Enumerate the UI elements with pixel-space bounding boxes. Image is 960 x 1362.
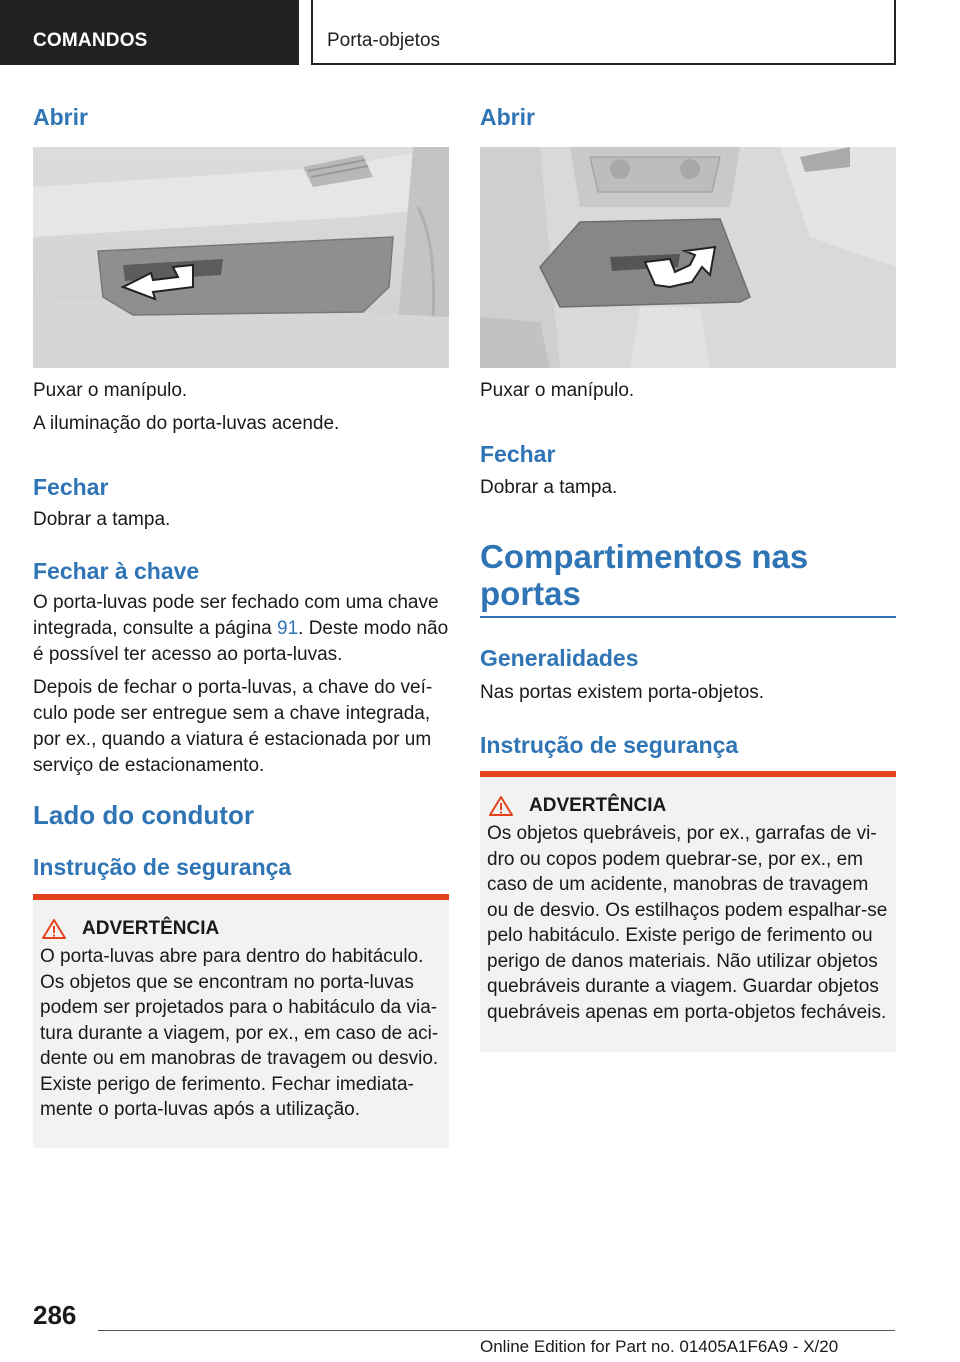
heading-open-left: Abrir (33, 104, 88, 130)
heading-close-right: Fechar (480, 441, 556, 467)
warning-box-right (480, 771, 896, 1052)
heading-open-right: Abrir (480, 104, 535, 130)
heading-divider (480, 616, 896, 618)
warning-triangle-icon (489, 796, 513, 816)
heading-lock: Fechar à chave (33, 558, 200, 584)
page-number: 286 (33, 1300, 77, 1330)
glovebox-photo-left (33, 147, 449, 368)
heading-close-left: Fechar (33, 474, 109, 500)
warning-text-right: Os objetos quebráveis, por ex., garrafas de vi-dro ou copos podem quebrar-se, por ex., em caso de um acidente, manobras de travagem ou de desvio. Os estilhaços podem espalhar-se pelo habitáculo. Existe perigo de ferimento ou perigo de danos materiais. Não utilizar objetos quebráveis durante a viagem. Guardar objetos quebráveis apenas em porta-objetos fecháveis. (487, 823, 888, 1023)
warning-text-left: O porta-luvas abre para dentro do habitáculo. Os objetos que se encontram no porta-luvas podem ser projetados para o habitáculo da via-tura durante a viagem, por ex., em caso de aci-dente ou em manobras de travagem ou desvio. Existe perigo de ferimento. Fechar imediata-mente o porta-luvas após a utilização. (40, 946, 439, 1120)
warning-title-right: ADVERTÊNCIA (489, 795, 888, 817)
heading-safety-left: Instrução de segurança (33, 854, 292, 880)
heading-door-compartments: Compartimentos nas portas (480, 538, 809, 612)
heading-driver-side: Lado do condutor (33, 800, 254, 830)
edition-footer: Online Edition for Part no. 01405A1F6A9 - X/20 (480, 1337, 839, 1356)
close-instruction-right: Dobrar a tampa. (480, 477, 618, 498)
section-title: COMANDOS (33, 30, 148, 51)
page-link-91[interactable]: 91 (277, 618, 299, 639)
header-section-tab (0, 0, 299, 65)
open-instruction-right: Puxar o manípulo. (480, 380, 635, 401)
lock-paragraph-2: Depois de fechar o porta-luvas, a chave do veí-culo pode ser entregue sem a chave integrada, por ex., quando a viatura é estacionada por um serviço de estacionamento. (33, 677, 433, 776)
general-paragraph: Nas portas existem porta-objetos. (480, 682, 765, 703)
warning-title-left: ADVERTÊNCIA (42, 918, 441, 940)
chapter-title: Porta-objetos (327, 30, 441, 51)
close-instruction-left: Dobrar a tampa. (33, 509, 171, 530)
light-note-left: A iluminação do porta-luvas acende. (33, 413, 340, 434)
lock-paragraph-1: O porta-luvas pode ser fechado com uma chave integrada, consulte a página 91. Deste modo não é possível ter acesso ao porta-luvas. (33, 592, 449, 665)
heading-safety-right: Instrução de segurança (480, 732, 739, 758)
heading-general: Generalidades (480, 645, 639, 671)
warning-box-left (33, 894, 449, 1148)
footer-divider (98, 1330, 895, 1331)
header-chapter-tab (311, 0, 896, 65)
warning-triangle-icon (42, 919, 66, 939)
glovebox-photo-right (480, 147, 896, 368)
open-instruction-left: Puxar o manípulo. (33, 380, 188, 401)
